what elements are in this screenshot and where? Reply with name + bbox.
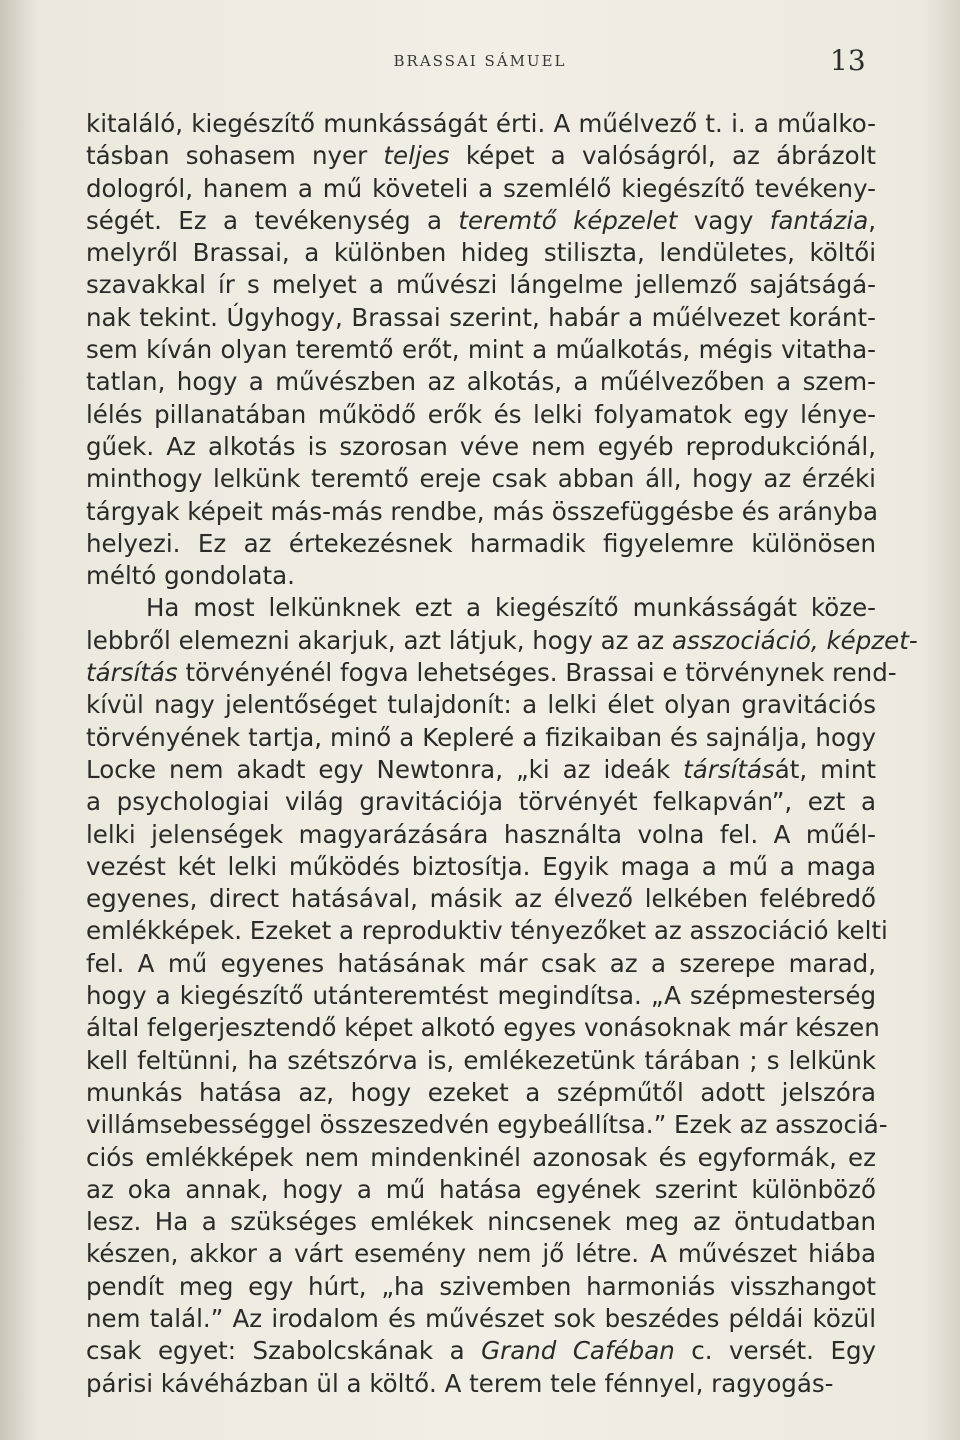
text-line: lelki jelenségek magyarázására használta volna fel. A műél-	[86, 819, 876, 849]
text-line: kell feltünni, ha szétszórva is, emlékezetünk tárában ; s lelkünk	[86, 1045, 876, 1075]
text-line: gűek. Az alkotás is szorosan véve nem egyéb reprodukciónál,	[86, 431, 876, 461]
text-line: az oka annak, hogy a mű hatása egyének szerint különböző	[86, 1174, 876, 1204]
text-line: méltó gondolata.	[86, 561, 295, 591]
text-line: készen, akkor a várt esemény nem jő létre. A művészet hiába	[86, 1239, 876, 1269]
text-line: ségét. Ez a tevékenység a teremtő képzelet vagy fantázia,	[86, 205, 877, 235]
text-line: pendít meg egy húrt, „ha szivemben harmoniás visszhangot	[86, 1271, 876, 1301]
text-line: dologról, hanem a mű követeli a szemlélő kiegészítő tevékeny-	[86, 173, 876, 203]
text-line: nak tekint. Úgyhogy, Brassai szerint, habár a műélvezet koránt-	[86, 302, 876, 332]
text-line: minthogy lelkünk teremtő ereje csak abban áll, hogy az érzéki	[86, 464, 876, 494]
text-line: törvényének tartja, minő a Kepleré a fizikaiban és sajnálja, hogy	[86, 722, 876, 752]
text-line: a psychologiai világ gravitációja törvényét felkapván”, ezt a	[86, 787, 876, 817]
text-line: lebbről elemezni akarjuk, azt látjuk, hogy az az asszociáció, képzet-	[86, 625, 918, 655]
text-line: tárgyak képeit más-más rendbe, más összefüggésbe és arányba	[86, 496, 879, 526]
text-line: emlékképek. Ezeket a reproduktiv tényezőket az asszociáció kelti	[86, 916, 888, 946]
running-head: BRASSAI SÁMUEL	[393, 52, 567, 70]
text-line: Locke nem akadt egy Newtonra, „ki az ideák társítását, mint	[86, 754, 876, 784]
text-line: lesz. Ha a szükséges emlékek nincsenek meg az öntudatban	[86, 1207, 876, 1237]
text-line: szavakkal ír s melyet a művészi lángelme jellemző sajátságá-	[86, 270, 876, 300]
text-line: csak egyet: Szabolcskának a Grand Caféban c. versét. Egy	[86, 1336, 876, 1366]
text-line: villámsebességgel összeszedvén egybeállítsa.” Ezek az asszociá-	[86, 1110, 888, 1140]
text-line: egyenes, direct hatásával, másik az élvező lelkében felébredő	[86, 884, 876, 914]
body-text	[86, 108, 918, 1400]
text-line: párisi kávéházban ül a költő. A terem tele fénnyel, ragyogás-	[86, 1368, 834, 1398]
text-line: hogy a kiegészítő utánteremtést megindítsa. „A szépmesterség	[86, 981, 876, 1011]
text-line: nem talál.” Az irodalom és művészet sok beszédes példái közül	[86, 1303, 876, 1333]
text-line: munkás hatása az, hogy ezeket a szépműtől adott jelszóra	[86, 1077, 876, 1107]
text-line: lélés pillanatában működő erők és lelki folyamatok egy lénye-	[86, 399, 876, 429]
text-line: fel. A mű egyenes hatásának már csak az a szerepe marad,	[86, 948, 876, 978]
page-number: 13	[830, 44, 866, 77]
text-line: tásban sohasem nyer teljes képet a valóságról, az ábrázolt	[86, 141, 877, 171]
text-line: melyről Brassai, a különben hideg stiliszta, lendületes, költői	[86, 238, 876, 268]
text-line: tatlan, hogy a művészben az alkotás, a műélvezőben a szem-	[86, 367, 876, 397]
text-line: Ha most lelkünknek ezt a kiegészítő munkásságát köze-	[146, 593, 876, 623]
text-line: társítás törvényénél fogva lehetséges. Brassai e törvénynek rend-	[86, 658, 897, 688]
text-line: sem kíván olyan teremtő erőt, mint a műalkotás, mégis vitatha-	[86, 335, 876, 365]
text-line: helyezi. Ez az értekezésnek harmadik figyelemre különösen	[86, 528, 876, 558]
text-line: kívül nagy jelentőséget tulajdonít: a lelki élet olyan gravitációs	[86, 690, 876, 720]
text-line: kitaláló, kiegészítő munkásságát érti. A műélvező t. i. a műalko-	[86, 109, 876, 138]
text-line: vezést két lelki működés biztosítja. Egyik maga a mű a maga	[86, 851, 876, 881]
text-line: által felgerjesztendő képet alkotó egyes vonásoknak már készen	[86, 1013, 880, 1043]
text-line: ciós emlékképek nem mindenkinél azonosak és egyformák, ez	[86, 1142, 876, 1172]
